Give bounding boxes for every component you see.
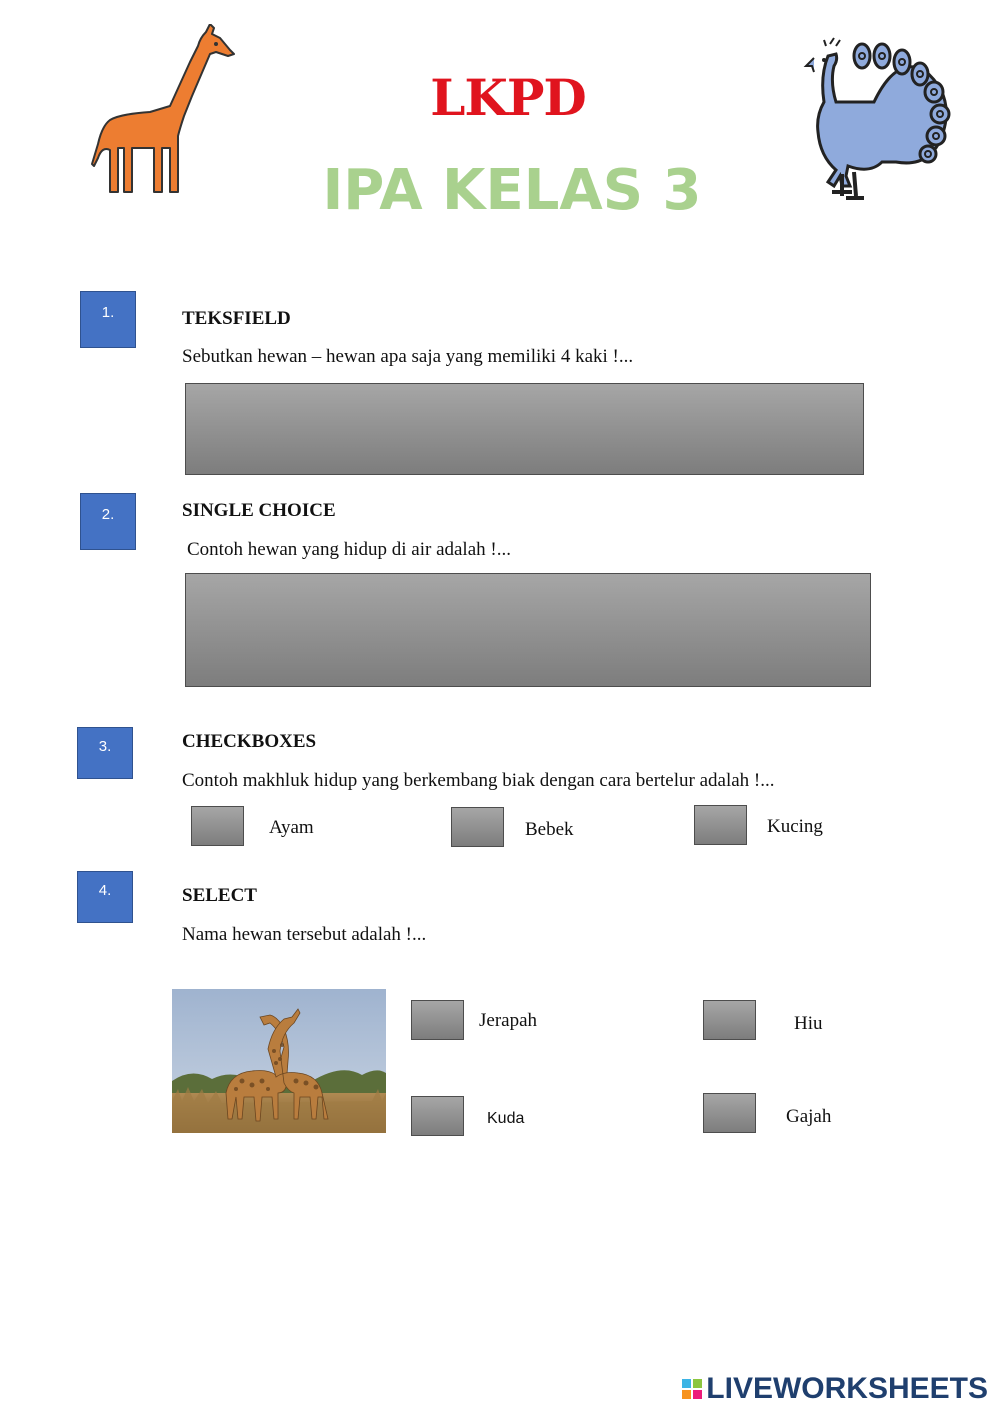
option-label: Bebek [525,819,574,840]
option-label: Ayam [269,817,314,838]
option-label: Gajah [786,1106,832,1127]
select-option-gajah[interactable] [703,1093,756,1133]
question-type-label: SELECT [182,885,257,906]
question-number-badge: 3. [77,727,133,779]
select-option-hiu[interactable] [703,1000,756,1040]
option-label: Kucing [767,816,823,837]
question-type-label: TEKSFIELD [182,308,291,329]
option-label: Kuda [487,1110,525,1127]
answer-text-field[interactable] [185,383,864,475]
question-type-label: CHECKBOXES [182,731,317,752]
checkbox-bebek[interactable] [451,807,504,847]
select-option-jerapah[interactable] [411,1000,464,1040]
select-option-kuda[interactable] [411,1096,464,1136]
giraffe-photo [172,989,386,1133]
liveworksheets-logo-icon [682,1379,702,1399]
single-choice-answer-field[interactable] [185,573,871,687]
page-subtitle: IPA KELAS 3 [322,158,702,223]
footer-brand [682,1372,988,1406]
option-label: Hiu [794,1013,823,1034]
question-number-badge: 2. [80,493,136,550]
checkbox-kucing[interactable] [694,805,747,845]
question-number-badge: 1. [80,291,136,348]
question-type-label: SINGLE CHOICE [182,500,336,521]
brand-name: LIVEWORKSHEETS [706,1372,988,1405]
question-prompt: Contoh makhluk hidup yang berkembang biak dengan cara bertelur adalah !... [182,770,775,791]
option-label: Jerapah [479,1010,538,1031]
question-prompt: Nama hewan tersebut adalah !... [182,924,427,945]
checkbox-ayam[interactable] [191,806,244,846]
question-prompt: Contoh hewan yang hidup di air adalah !... [187,539,511,560]
page-title: LKPD [430,68,586,127]
question-number-badge: 4. [77,871,133,923]
question-prompt: Sebutkan hewan – hewan apa saja yang memiliki 4 kaki !... [182,346,634,367]
